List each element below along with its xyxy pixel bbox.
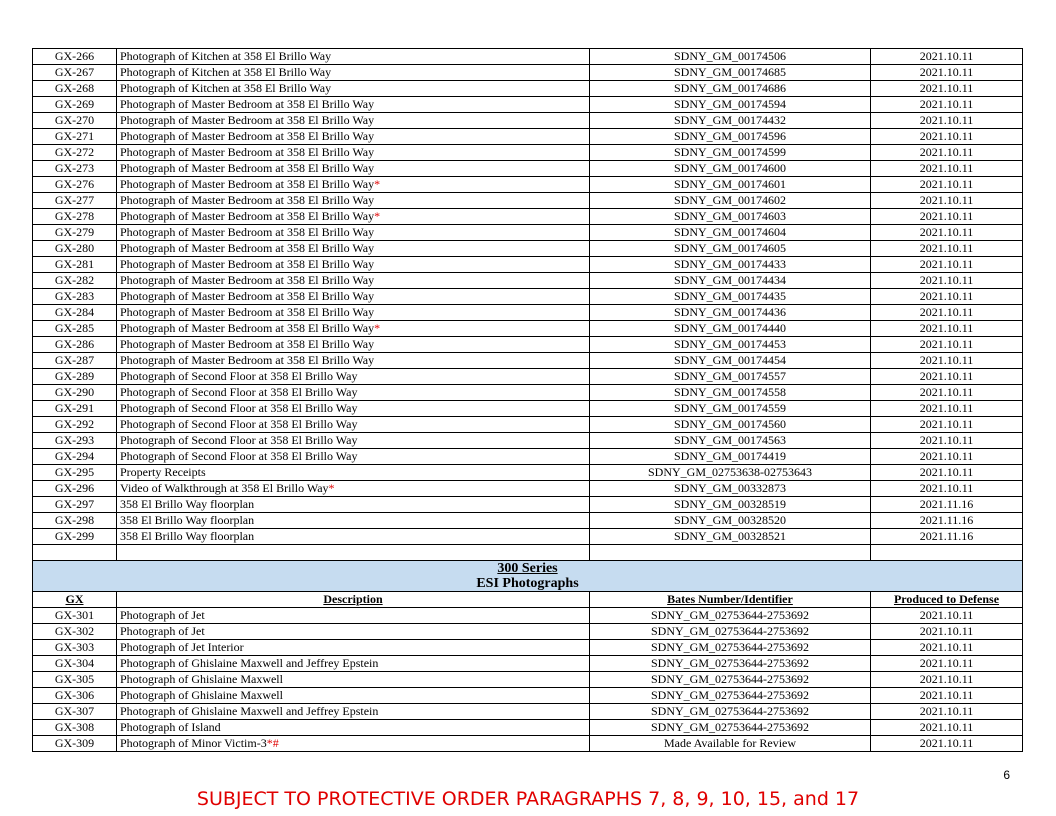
exhibit-number: GX-287 — [33, 353, 117, 369]
exhibit-number: GX-290 — [33, 385, 117, 401]
table-row — [33, 113, 1023, 129]
produced-date: 2021.10.11 — [871, 273, 1023, 289]
exhibit-description: Photograph of Minor Victim-3*# — [117, 736, 590, 752]
series-heading-row — [33, 561, 1023, 592]
exhibit-number: GX-286 — [33, 337, 117, 353]
produced-date: 2021.11.16 — [871, 529, 1023, 545]
table-row — [33, 337, 1023, 353]
exhibit-description: Photograph of Kitchen at 358 El Brillo Way — [117, 65, 590, 81]
bates-number: SDNY_GM_00174557 — [590, 369, 871, 385]
bates-number: SDNY_GM_00174604 — [590, 225, 871, 241]
produced-date: 2021.10.11 — [871, 193, 1023, 209]
bates-number: SDNY_GM_00174440 — [590, 321, 871, 337]
exhibit-description: Photograph of Ghislaine Maxwell — [117, 688, 590, 704]
page-number: 6 — [1003, 768, 1010, 782]
produced-date: 2021.10.11 — [871, 81, 1023, 97]
table-row — [33, 497, 1023, 513]
exhibit-number: GX-278 — [33, 209, 117, 225]
bates-number: SDNY_GM_02753644-2753692 — [590, 624, 871, 640]
exhibit-number: GX-272 — [33, 145, 117, 161]
exhibit-description: Photograph of Master Bedroom at 358 El Brillo Way — [117, 337, 590, 353]
exhibit-description: Photograph of Master Bedroom at 358 El Brillo Way* — [117, 209, 590, 225]
bates-number: Made Available for Review — [590, 736, 871, 752]
produced-date: 2021.10.11 — [871, 433, 1023, 449]
table-row — [33, 608, 1023, 624]
table-row — [33, 97, 1023, 113]
exhibit-number: GX-308 — [33, 720, 117, 736]
series-subtitle: ESI Photographs — [476, 576, 579, 591]
exhibit-number: GX-283 — [33, 289, 117, 305]
exhibit-description: Photograph of Master Bedroom at 358 El Brillo Way — [117, 97, 590, 113]
exhibit-description: Photograph of Master Bedroom at 358 El Brillo Way — [117, 241, 590, 257]
bates-number: SDNY_GM_00174560 — [590, 417, 871, 433]
produced-date: 2021.10.11 — [871, 720, 1023, 736]
table-row — [33, 273, 1023, 289]
exhibit-description: Photograph of Second Floor at 358 El Brillo Way — [117, 449, 590, 465]
series-title: 300 Series — [497, 561, 558, 576]
exhibit-description: Photograph of Second Floor at 358 El Brillo Way — [117, 401, 590, 417]
produced-date: 2021.10.11 — [871, 736, 1023, 752]
exhibit-description: Photograph of Master Bedroom at 358 El Brillo Way* — [117, 177, 590, 193]
exhibit-description: Photograph of Master Bedroom at 358 El Brillo Way — [117, 305, 590, 321]
exhibit-description: Photograph of Ghislaine Maxwell — [117, 672, 590, 688]
produced-date: 2021.11.16 — [871, 513, 1023, 529]
table-row — [33, 720, 1023, 736]
exhibit-number: GX-282 — [33, 273, 117, 289]
produced-date: 2021.10.11 — [871, 225, 1023, 241]
exhibit-number: GX-306 — [33, 688, 117, 704]
bates-number: SDNY_GM_00174453 — [590, 337, 871, 353]
bates-number: SDNY_GM_02753644-2753692 — [590, 656, 871, 672]
protective-order-footer: SUBJECT TO PROTECTIVE ORDER PARAGRAPHS 7, 8, 9, 10, 15, and 17 — [196, 788, 860, 810]
exhibit-number: GX-277 — [33, 193, 117, 209]
exhibit-description: Photograph of Jet — [117, 624, 590, 640]
table-row — [33, 241, 1023, 257]
bates-number: SDNY_GM_02753644-2753692 — [590, 720, 871, 736]
table-row — [33, 161, 1023, 177]
produced-date: 2021.10.11 — [871, 305, 1023, 321]
bates-number: SDNY_GM_00174434 — [590, 273, 871, 289]
bates-number: SDNY_GM_00174686 — [590, 81, 871, 97]
table-row — [33, 193, 1023, 209]
exhibit-description: Photograph of Master Bedroom at 358 El Brillo Way — [117, 193, 590, 209]
table-row — [33, 624, 1023, 640]
bates-number: SDNY_GM_02753644-2753692 — [590, 640, 871, 656]
produced-date: 2021.10.11 — [871, 640, 1023, 656]
exhibit-description: 358 El Brillo Way floorplan — [117, 497, 590, 513]
marker-asterisk: *# — [266, 736, 279, 750]
produced-date: 2021.10.11 — [871, 449, 1023, 465]
table-row — [33, 465, 1023, 481]
bates-number: SDNY_GM_00174435 — [590, 289, 871, 305]
bates-number: SDNY_GM_02753644-2753692 — [590, 688, 871, 704]
bates-number: SDNY_GM_00328519 — [590, 497, 871, 513]
bates-number: SDNY_GM_00174419 — [590, 449, 871, 465]
column-header-description: Description — [117, 592, 590, 608]
bates-number: SDNY_GM_00332873 — [590, 481, 871, 497]
exhibit-description: Photograph of Master Bedroom at 358 El Brillo Way — [117, 145, 590, 161]
table-row — [33, 49, 1023, 65]
table-row — [33, 289, 1023, 305]
exhibit-number: GX-284 — [33, 305, 117, 321]
exhibit-number: GX-269 — [33, 97, 117, 113]
exhibit-description: Photograph of Master Bedroom at 358 El Brillo Way — [117, 225, 590, 241]
column-header-gx: GX — [33, 592, 117, 608]
exhibit-number: GX-285 — [33, 321, 117, 337]
exhibit-description: Video of Walkthrough at 358 El Brillo Way* — [117, 481, 590, 497]
exhibit-number: GX-273 — [33, 161, 117, 177]
series-heading — [33, 561, 1023, 592]
exhibit-rows-top — [33, 49, 1023, 545]
produced-date: 2021.10.11 — [871, 321, 1023, 337]
exhibit-description: Photograph of Ghislaine Maxwell and Jeffrey Epstein — [117, 656, 590, 672]
produced-date: 2021.10.11 — [871, 337, 1023, 353]
exhibit-number: GX-304 — [33, 656, 117, 672]
table-row — [33, 401, 1023, 417]
produced-date: 2021.10.11 — [871, 385, 1023, 401]
produced-date: 2021.10.11 — [871, 49, 1023, 65]
exhibit-description: Photograph of Master Bedroom at 358 El Brillo Way — [117, 161, 590, 177]
exhibit-description: Photograph of Master Bedroom at 358 El Brillo Way — [117, 257, 590, 273]
exhibit-number: GX-297 — [33, 497, 117, 513]
bates-number: SDNY_GM_02753638-02753643 — [590, 465, 871, 481]
produced-date: 2021.10.11 — [871, 129, 1023, 145]
produced-date: 2021.10.11 — [871, 97, 1023, 113]
bates-number: SDNY_GM_00174436 — [590, 305, 871, 321]
table-row — [33, 449, 1023, 465]
bates-number: SDNY_GM_00328520 — [590, 513, 871, 529]
exhibit-number: GX-307 — [33, 704, 117, 720]
exhibit-description: Photograph of Second Floor at 358 El Brillo Way — [117, 385, 590, 401]
table-row — [33, 209, 1023, 225]
exhibit-description: Photograph of Second Floor at 358 El Brillo Way — [117, 369, 590, 385]
produced-date: 2021.10.11 — [871, 481, 1023, 497]
marker-asterisk: * — [374, 321, 381, 335]
table-row — [33, 513, 1023, 529]
table-row — [33, 704, 1023, 720]
produced-date: 2021.10.11 — [871, 369, 1023, 385]
bates-number: SDNY_GM_00174454 — [590, 353, 871, 369]
exhibit-number: GX-301 — [33, 608, 117, 624]
exhibit-rows-bottom — [33, 608, 1023, 752]
blank-row — [33, 545, 1023, 561]
exhibit-description: Photograph of Master Bedroom at 358 El Brillo Way — [117, 273, 590, 289]
produced-date: 2021.10.11 — [871, 257, 1023, 273]
column-header-bates: Bates Number/Identifier — [590, 592, 871, 608]
exhibit-description: Photograph of Kitchen at 358 El Brillo Way — [117, 49, 590, 65]
produced-date: 2021.10.11 — [871, 113, 1023, 129]
bates-number: SDNY_GM_00328521 — [590, 529, 871, 545]
table-row — [33, 225, 1023, 241]
exhibit-number: GX-268 — [33, 81, 117, 97]
marker-asterisk: * — [328, 481, 335, 495]
exhibit-description: Photograph of Master Bedroom at 358 El Brillo Way — [117, 113, 590, 129]
table-row — [33, 177, 1023, 193]
exhibit-number: GX-294 — [33, 449, 117, 465]
column-header-produced: Produced to Defense — [871, 592, 1023, 608]
exhibit-description: Photograph of Master Bedroom at 358 El Brillo Way* — [117, 321, 590, 337]
exhibit-description: Photograph of Master Bedroom at 358 El Brillo Way — [117, 353, 590, 369]
table-row — [33, 385, 1023, 401]
exhibit-number: GX-271 — [33, 129, 117, 145]
bates-number: SDNY_GM_00174433 — [590, 257, 871, 273]
produced-date: 2021.10.11 — [871, 177, 1023, 193]
bates-number: SDNY_GM_00174685 — [590, 65, 871, 81]
table-row — [33, 305, 1023, 321]
marker-asterisk: * — [374, 177, 381, 191]
exhibit-list-table — [32, 48, 1023, 752]
bates-number: SDNY_GM_02753644-2753692 — [590, 672, 871, 688]
table-row — [33, 656, 1023, 672]
produced-date: 2021.10.11 — [871, 608, 1023, 624]
exhibit-number: GX-293 — [33, 433, 117, 449]
exhibit-description: Photograph of Ghislaine Maxwell and Jeffrey Epstein — [117, 704, 590, 720]
produced-date: 2021.10.11 — [871, 161, 1023, 177]
exhibit-description: Photograph of Jet — [117, 608, 590, 624]
exhibit-description: Property Receipts — [117, 465, 590, 481]
produced-date: 2021.10.11 — [871, 704, 1023, 720]
exhibit-number: GX-289 — [33, 369, 117, 385]
produced-date: 2021.10.11 — [871, 465, 1023, 481]
produced-date: 2021.10.11 — [871, 289, 1023, 305]
exhibit-number: GX-276 — [33, 177, 117, 193]
table-row — [33, 353, 1023, 369]
produced-date: 2021.10.11 — [871, 672, 1023, 688]
table-row — [33, 481, 1023, 497]
exhibit-number: GX-279 — [33, 225, 117, 241]
exhibit-number: GX-303 — [33, 640, 117, 656]
exhibit-number: GX-281 — [33, 257, 117, 273]
table-row — [33, 672, 1023, 688]
produced-date: 2021.10.11 — [871, 624, 1023, 640]
table-row — [33, 145, 1023, 161]
bates-number: SDNY_GM_02753644-2753692 — [590, 608, 871, 624]
table-row — [33, 321, 1023, 337]
table-row — [33, 417, 1023, 433]
bates-number: SDNY_GM_00174601 — [590, 177, 871, 193]
produced-date: 2021.10.11 — [871, 209, 1023, 225]
exhibit-number: GX-270 — [33, 113, 117, 129]
bates-number: SDNY_GM_02753644-2753692 — [590, 704, 871, 720]
table-row — [33, 129, 1023, 145]
produced-date: 2021.10.11 — [871, 65, 1023, 81]
exhibit-description: Photograph of Jet Interior — [117, 640, 590, 656]
bates-number: SDNY_GM_00174563 — [590, 433, 871, 449]
marker-asterisk: * — [374, 209, 381, 223]
bates-number: SDNY_GM_00174594 — [590, 97, 871, 113]
bates-number: SDNY_GM_00174605 — [590, 241, 871, 257]
exhibit-number: GX-291 — [33, 401, 117, 417]
produced-date: 2021.11.16 — [871, 497, 1023, 513]
table-row — [33, 257, 1023, 273]
produced-date: 2021.10.11 — [871, 145, 1023, 161]
table-row — [33, 640, 1023, 656]
produced-date: 2021.10.11 — [871, 241, 1023, 257]
table-row — [33, 433, 1023, 449]
exhibit-number: GX-266 — [33, 49, 117, 65]
bates-number: SDNY_GM_00174558 — [590, 385, 871, 401]
bates-number: SDNY_GM_00174596 — [590, 129, 871, 145]
exhibit-number: GX-267 — [33, 65, 117, 81]
bates-number: SDNY_GM_00174600 — [590, 161, 871, 177]
table-row — [33, 369, 1023, 385]
produced-date: 2021.10.11 — [871, 353, 1023, 369]
exhibit-number: GX-305 — [33, 672, 117, 688]
produced-date: 2021.10.11 — [871, 688, 1023, 704]
exhibit-number: GX-302 — [33, 624, 117, 640]
exhibit-number: GX-295 — [33, 465, 117, 481]
table-row — [33, 65, 1023, 81]
bates-number: SDNY_GM_00174603 — [590, 209, 871, 225]
bates-number: SDNY_GM_00174602 — [590, 193, 871, 209]
exhibit-number: GX-309 — [33, 736, 117, 752]
bates-number: SDNY_GM_00174559 — [590, 401, 871, 417]
table-row — [33, 529, 1023, 545]
bates-number: SDNY_GM_00174599 — [590, 145, 871, 161]
exhibit-number: GX-296 — [33, 481, 117, 497]
bates-number: SDNY_GM_00174432 — [590, 113, 871, 129]
produced-date: 2021.10.11 — [871, 656, 1023, 672]
exhibit-number: GX-292 — [33, 417, 117, 433]
table-row — [33, 736, 1023, 752]
exhibit-number: GX-299 — [33, 529, 117, 545]
exhibit-description: Photograph of Master Bedroom at 358 El Brillo Way — [117, 289, 590, 305]
exhibit-description: Photograph of Master Bedroom at 358 El Brillo Way — [117, 129, 590, 145]
exhibit-description: 358 El Brillo Way floorplan — [117, 529, 590, 545]
exhibit-number: GX-298 — [33, 513, 117, 529]
bates-number: SDNY_GM_00174506 — [590, 49, 871, 65]
table-row — [33, 81, 1023, 97]
column-header-row — [33, 592, 1023, 608]
exhibit-description: Photograph of Kitchen at 358 El Brillo Way — [117, 81, 590, 97]
table-row — [33, 688, 1023, 704]
exhibit-description: Photograph of Second Floor at 358 El Brillo Way — [117, 433, 590, 449]
exhibit-description: 358 El Brillo Way floorplan — [117, 513, 590, 529]
exhibit-number: GX-280 — [33, 241, 117, 257]
produced-date: 2021.10.11 — [871, 417, 1023, 433]
exhibit-description: Photograph of Second Floor at 358 El Brillo Way — [117, 417, 590, 433]
produced-date: 2021.10.11 — [871, 401, 1023, 417]
exhibit-description: Photograph of Island — [117, 720, 590, 736]
